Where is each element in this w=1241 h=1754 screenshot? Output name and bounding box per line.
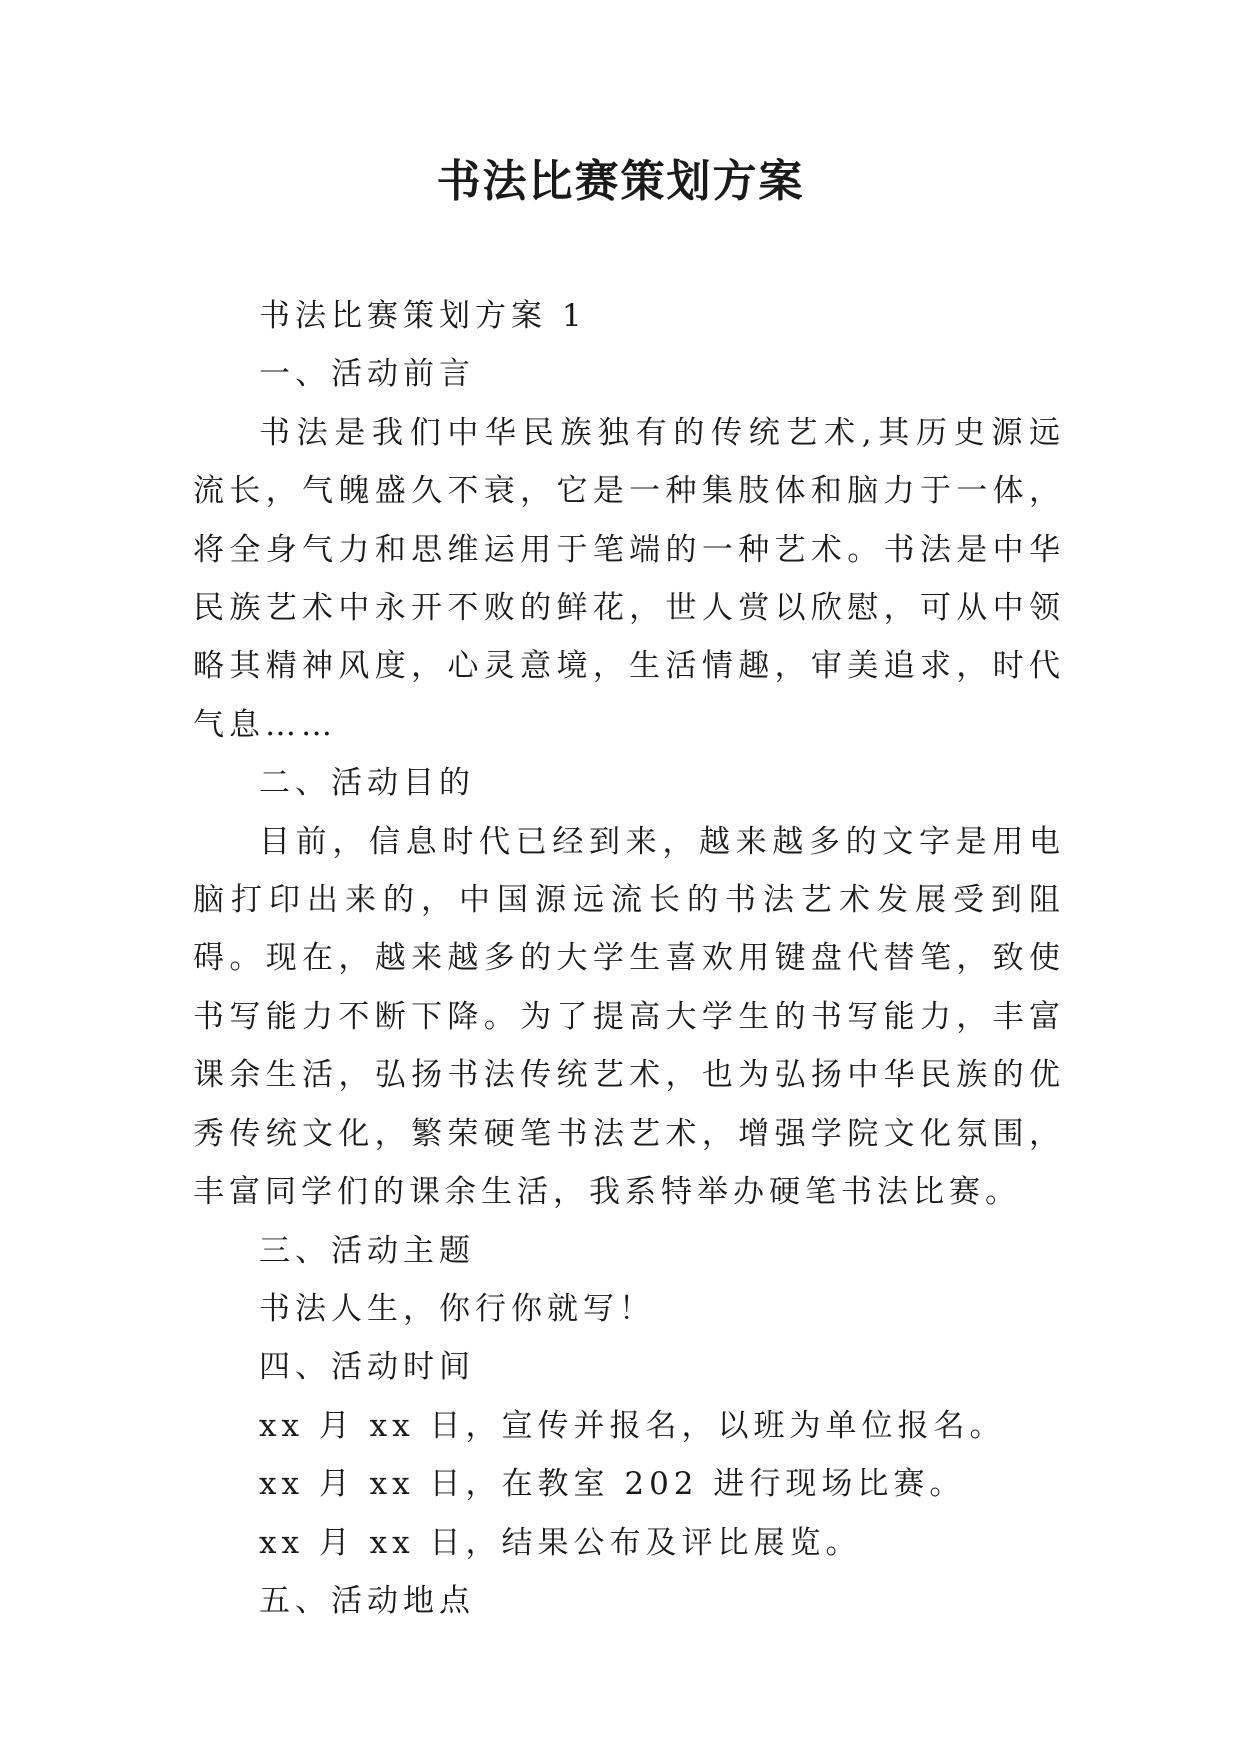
heading-location: 五、活动地点 — [259, 1582, 475, 1619]
heading-theme: 三、活动主题 — [259, 1232, 475, 1269]
heading-preface: 一、活动前言 — [259, 356, 475, 393]
heading-purpose: 二、活动目的 — [259, 765, 475, 802]
schedule-item: xx 月 xx 日，宣传并报名，以班为单位报名。 — [259, 1407, 1006, 1444]
document-body — [193, 287, 1065, 1630]
schedule-item: xx 月 xx 日，在教室 202 进行现场比赛。 — [259, 1466, 966, 1503]
document-title: 书法比赛策划方案 — [436, 156, 805, 207]
paragraph-preface: 书法是我们中华民族独有的传统艺术,其历史源远流长，气魄盛久不衰，它是一种集肢体和脑力于一体，将全身气力和思维运用于笔端的一种艺术。书法是中华民族艺术中永开不败的鲜花，世人赏以欣慰，可从中领略其精神风度，心灵意境，生活情趣，审美追求，时代气息…… — [193, 414, 1065, 743]
schedule-item: xx 月 xx 日，结果公布及评比展览。 — [259, 1524, 862, 1561]
paragraph-theme: 书法人生，你行你就写！ — [259, 1290, 655, 1327]
paragraph-purpose: 目前，信息时代已经到来，越来越多的文字是用电脑打印出来的，中国源远流长的书法艺术发展受到阻碍。现在，越来越多的大学生喜欢用键盘代替笔，致使书写能力不断下降。为了提高大学生的书写能力，丰富课余生活，弘扬书法传统艺术，也为弘扬中华民族的优秀传统文化，繁荣硬笔书法艺术，增强学院文化氛围，丰富同学们的课余生活，我系特举办硬笔书法比赛。 — [193, 823, 1065, 1211]
heading-time: 四、活动时间 — [259, 1349, 475, 1386]
section-subtitle: 书法比赛策划方案 1 — [259, 298, 587, 334]
